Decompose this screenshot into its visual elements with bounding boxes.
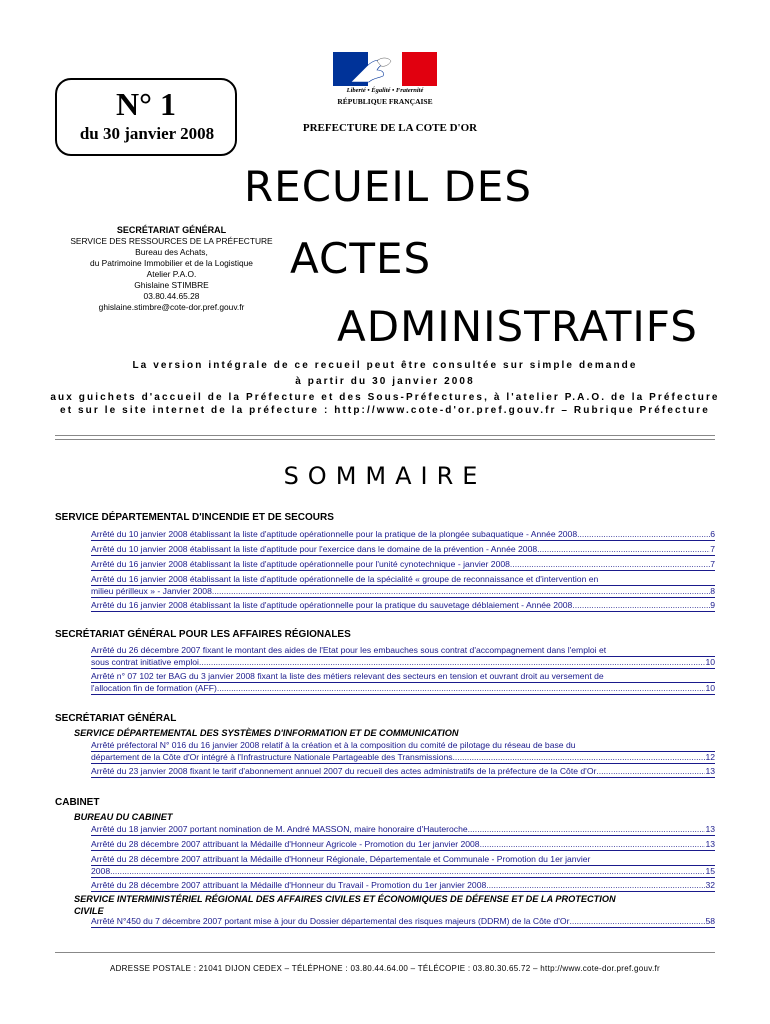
toc-entry-page: 13 [705,839,715,849]
service-phone: 03.80.44.65.28 [143,291,200,301]
toc-entry-text: Arrêté du 10 janvier 2008 établissant la liste d'aptitude pour l'exercice dans le domaine de la prévention - Année 2008 [91,544,538,554]
toc-entry[interactable] [91,880,715,892]
intro-line-website: et sur le site internet de la préfecture : http://www.cote-d'or.pref.gouv.fr – Rubrique Préfecture [60,405,710,416]
issue-number: N° 1 [116,86,176,122]
toc-subsection-title: SERVICE DÉPARTEMENTAL DES SYSTÈMES D'INFORMATION ET DE COMMUNICATION [74,728,459,738]
toc-entry-page: 7 [710,544,715,554]
service-contact-name: Ghislaine STIMBRE [134,280,209,290]
toc-entry-text-cont: sous contrat initiative emploi [91,657,199,667]
republique-logo [333,52,437,108]
toc-entry[interactable] [91,645,715,669]
title-line-3: ADMINISTRATIFS [337,302,698,351]
toc-entry-text: Arrêté du 18 janvier 2007 portant nomination de M. André MASSON, maire honoraire d'Hauteroche [91,824,468,834]
service-secretariat: SECRÉTARIAT GÉNÉRAL [116,225,227,235]
issue-date: du 30 janvier 2008 [79,124,215,143]
toc-entry[interactable] [91,559,715,571]
service-name: SERVICE DES RESSOURCES DE LA PRÉFECTURE [70,236,273,246]
footer-divider [55,952,715,953]
toc-entry[interactable] [91,574,715,598]
toc-subsection-title-cont: CIVILE [74,906,104,916]
service-contact-block [54,225,289,313]
toc-entry-text: Arrêté du 16 janvier 2008 établissant la liste d'aptitude opérationnelle de la spécialité « groupe de reconnaissance et d'intervention en [91,574,715,586]
toc-entry-page: 7 [710,559,715,569]
toc-entry-text: Arrêté N°450 du 7 décembre 2007 portant mise à jour du Dossier départemental des risques majeurs (DDRM) de la Côte d'Or [91,916,570,926]
toc-section-title: SECRÉTARIAT GÉNÉRAL POUR LES AFFAIRES RÉGIONALES [55,629,351,640]
toc-section-title: SERVICE DÉPARTEMENTAL D'INCENDIE ET DE SECOURS [55,512,334,523]
toc-entry[interactable] [91,916,715,928]
toc-entry-text: Arrêté du 23 janvier 2008 fixant le tarif d'abonnement annuel 2007 du recueil des actes administratifs de la préfecture de la Côte d'Or [91,766,597,776]
toc-entry[interactable] [91,824,715,836]
toc-entry[interactable] [91,529,715,541]
toc-section-title: CABINET [55,797,100,808]
toc-entry-page: 58 [705,916,715,926]
toc-entry-page: 8 [710,586,715,596]
footer-address: ADRESSE POSTALE : 21041 DIJON CEDEX – TÉLÉPHONE : 03.80.44.64.00 – TÉLÉCOPIE : 03.80.30.65.72 – http://www.cote-dor.pref.gouv.fr [109,964,661,973]
marianne-logo-icon [333,52,437,86]
toc-entry-text: Arrêté du 28 décembre 2007 attribuant la Médaille d'Honneur Agricole - Promotion du 1er janvier 2008 [91,839,480,849]
toc-entry[interactable] [91,854,715,878]
toc-entry[interactable] [91,740,715,764]
toc-entry[interactable] [91,839,715,851]
toc-entry-text-cont: département de la Côte d'Or intégré à l'Infrastructure Nationale Partageable des Transmissions [91,752,453,762]
toc-subsection-title: SERVICE INTERMINISTÉRIEL RÉGIONAL DES AFFAIRES CIVILES ET ÉCONOMIQUES DE DÉFENSE ET DE LA PROTECTION [74,894,616,904]
toc-entry-page: 10 [705,683,715,693]
title-line-2: ACTES [290,234,432,283]
toc-entry-text: Arrêté du 26 décembre 2007 fixant le montant des aides de l'Etat pour les embauches sous contrat d'accompagnement dans l'emploi et [91,645,715,657]
service-email[interactable]: ghislaine.stimbre@cote-dor.pref.gouv.fr [98,302,245,312]
toc-entry[interactable] [91,671,715,695]
service-bureau-detail: du Patrimoine Immobilier et de la Logistique [90,258,253,268]
sommaire-heading: SOMMAIRE [283,462,487,490]
toc-section-title: SECRÉTARIAT GÉNÉRAL [55,713,177,724]
toc-entry-text: Arrêté du 16 janvier 2008 établissant la liste d'aptitude opérationnelle pour l'unité cynotechnique - janvier 2008 [91,559,510,569]
service-atelier: Atelier P.A.O. [146,269,197,279]
toc-entry-page: 15 [705,866,715,876]
toc-entry-page: 13 [705,824,715,834]
toc-subsection-title: BUREAU DU CABINET [74,812,173,822]
toc-entry-text-cont: l'allocation fin de formation (AFF) [91,683,217,693]
intro-line: aux guichets d'accueil de la Préfecture et des Sous-Préfectures, à l'atelier P.A.O. de la Préfecture [50,392,720,403]
toc-entry-page: 12 [705,752,715,762]
prefecture-name: PREFECTURE DE LA COTE D'OR [302,122,478,134]
toc-entry-page: 32 [705,880,715,890]
toc-entry-text: Arrêté du 16 janvier 2008 établissant la liste d'aptitude opérationnelle pour la pratique du sauvetage déblaiement - Année 2008 [91,600,573,610]
intro-line: à partir du 30 janvier 2008 [295,376,475,387]
logo-motto: Liberté • Égalité • Fraternité [346,87,424,94]
toc-entry-page: 10 [705,657,715,667]
toc-entry-page: 6 [710,529,715,539]
toc-entry-page: 9 [710,600,715,610]
toc-entry-text: Arrêté du 28 décembre 2007 attribuant la Médaille d'Honneur Régionale, Départementale et Communale - Promotion du 1er janvier [91,854,715,866]
title-line-1: RECUEIL DES [244,162,532,211]
toc-entry-page: 13 [705,766,715,776]
logo-republique: RÉPUBLIQUE FRANÇAISE [337,97,433,106]
toc-entry-text-cont: milieu périlleux » - Janvier 2008 [91,586,212,596]
toc-entry-text: Arrêté du 10 janvier 2008 établissant la liste d'aptitude opérationnelle pour la pratique de la plongée subaquatique - Année 2008 [91,529,578,539]
toc-entry-text: Arrêté préfectoral N° 016 du 16 janvier 2008 relatif à la création et à la composition du comité de pilotage du réseau de base du [91,740,715,752]
issue-box [55,78,237,156]
toc-entry-text: Arrêté n° 07 102 ter BAG du 3 janvier 2008 fixant la liste des métiers relevant des secteurs en tension et ouvrant droit au versement de [91,671,715,683]
toc-entry-text-cont: 2008 [91,866,111,876]
toc-entry[interactable] [91,600,715,612]
toc-entry[interactable] [91,766,715,778]
service-bureau: Bureau des Achats, [135,247,208,257]
divider [55,435,715,440]
toc-entry-text: Arrêté du 28 décembre 2007 attribuant la Médaille d'Honneur du Travail - Promotion du 1er janvier 2008 [91,880,487,890]
toc-entry[interactable] [91,544,715,556]
intro-line: La version intégrale de ce recueil peut être consultée sur simple demande [132,360,638,371]
